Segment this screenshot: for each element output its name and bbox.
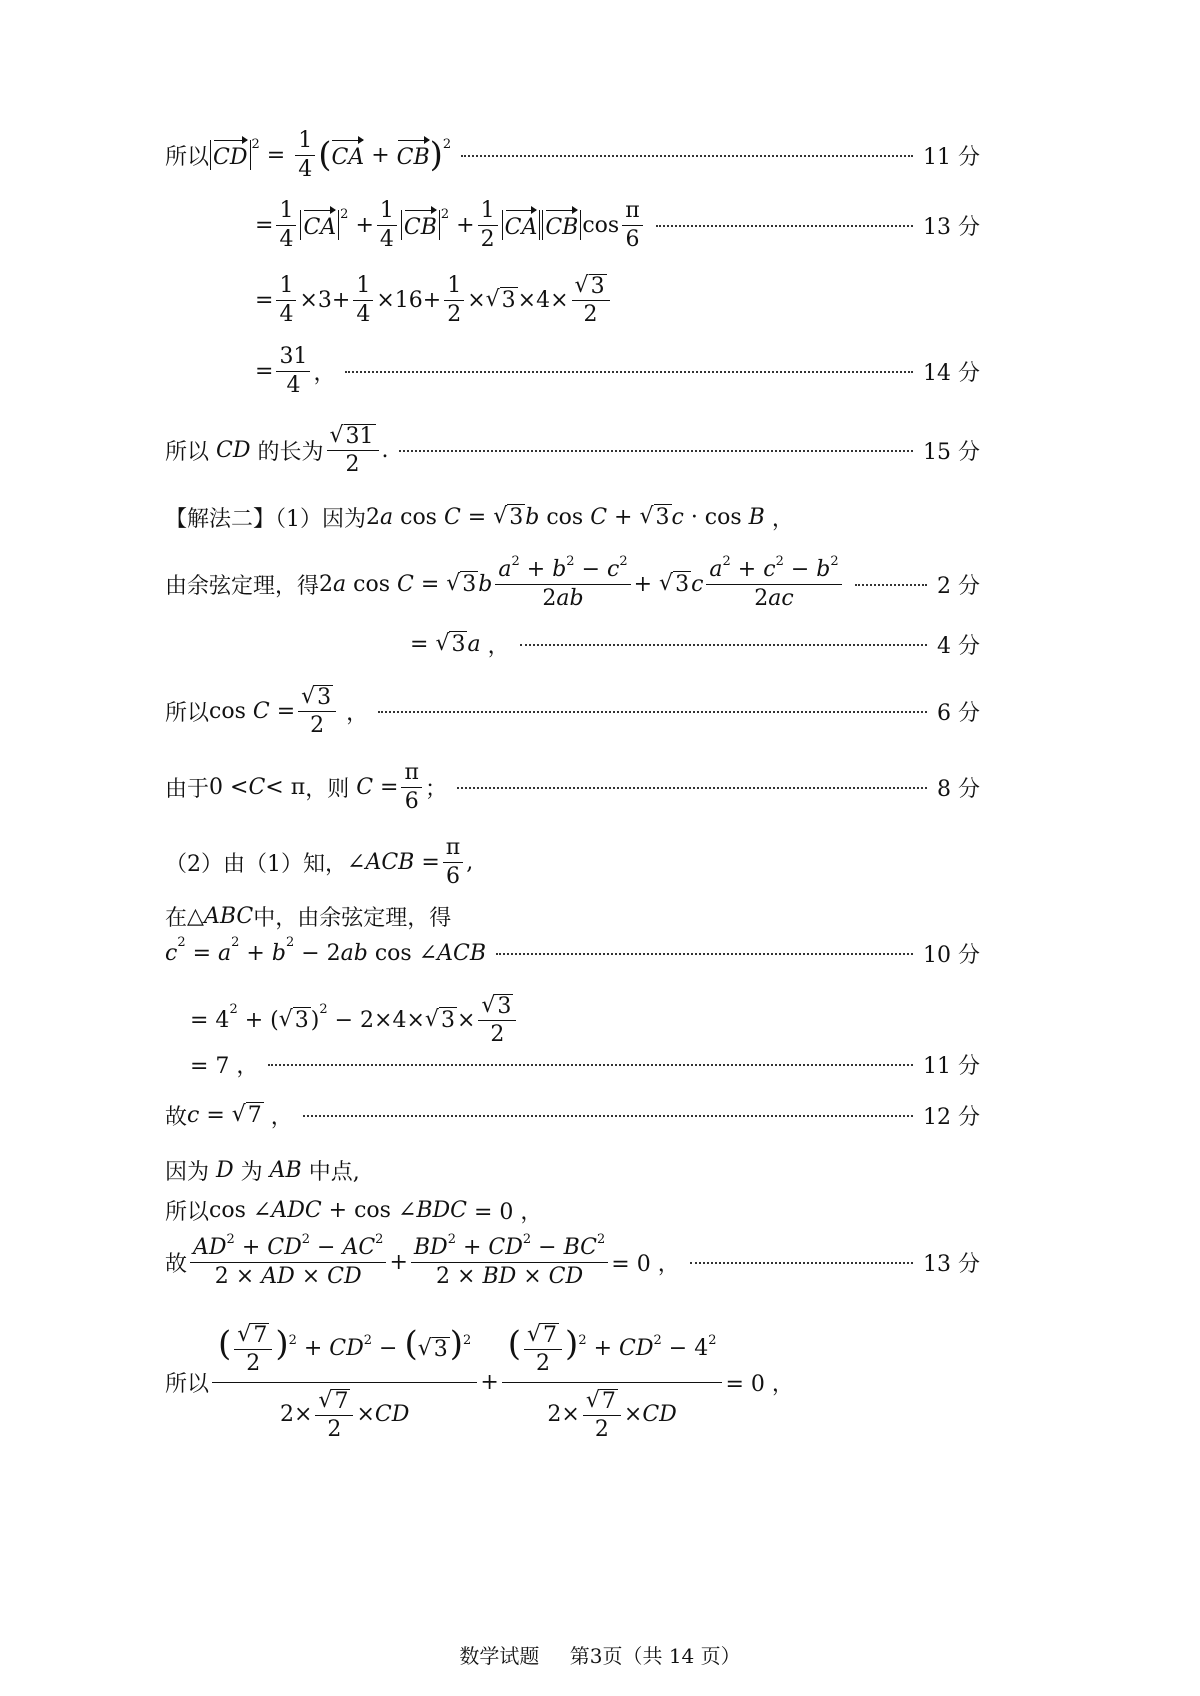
solution-line-15: = 7 ， 11 分	[190, 1044, 980, 1084]
score-label: 11 分	[923, 144, 980, 170]
dot-leader	[520, 643, 927, 646]
line-prefix: 由余弦定理，得	[165, 573, 320, 599]
solution-line-16: 故 c = √ 7 ， 12 分	[165, 1095, 980, 1135]
line-text: ，则	[305, 776, 350, 802]
solution-line-10: 由于 0 < C < π ，则 C = $\frac{\pi}{6}$ ； 8 分	[165, 760, 980, 814]
dot-leader	[461, 154, 913, 157]
score-label: 11 分	[923, 1053, 980, 1079]
footer-subject: 数学试题	[459, 1644, 540, 1668]
solution-line-2: = $\frac{1}{4}$ CA 2 + $\frac{1}{4}$ CB 2 + $\frac{1}{2}$ CA CB cos $\frac{\pi}{6}$ 13 分	[255, 198, 980, 252]
solution-line-8: = √ 3 a ， 4 分	[410, 624, 980, 664]
score-label: 13 分	[923, 214, 980, 240]
dot-leader	[303, 1114, 913, 1117]
solution-line-1: 所以 CD 2 = $\frac{1}{4}$ ( CA + CB ) 2 11 分	[165, 128, 980, 182]
solution-line-7: 由余弦定理，得 2 a cos C = √ 3 b $\frac{a^2 + b^2 - c^2}{2ab}$ + √ 3 c $\frac{a^2 + c^2 - b^2}{2ac}$ 2 分	[165, 554, 980, 611]
dot-leader	[268, 1063, 913, 1066]
solution-line-18: 所以 cos ∠ ADC + cos ∠ BDC = 0 ，	[165, 1190, 542, 1230]
line-text: 的长为	[257, 439, 324, 465]
dot-leader	[457, 786, 927, 789]
line-prefix: 所以	[165, 144, 210, 170]
line-prefix: 由于	[165, 776, 210, 802]
solution-line-19: 故 $\frac{AD^2 + CD^2 - AC^2}{2 \times AD \times CD}$ + $\frac{BD^2 + CD^2 - BC^2}{2 \times BD \times CD}$ = 0 ， 13 分	[165, 1232, 980, 1289]
solution-line-17: 因为 D 为 AB 中点,	[165, 1150, 360, 1190]
line-prefix: （2）由（1）知，	[165, 851, 347, 877]
solution-line-9: 所以 cos C = √ 3 2 ， 6 分	[165, 683, 980, 738]
solution-line-6: 【解法二】（1）因为 2 a cos C = √ 3 b cos C + √ 3 c · cos B ，	[165, 497, 794, 537]
page-footer	[0, 1640, 1200, 1669]
solution-line-4: = $\frac{31}{4}$ ， 14 分	[255, 344, 980, 398]
score-label: 15 分	[923, 439, 980, 465]
solution-line-20: 所以 ( √ 7 2 )$^2 + CD^2$ − ( √ 3 )$^2$ 2× √ 7 2 ×CD + ( √ 7 2 )$^2 + CD^2 - 4^2$ 2× √ 7 2 ×CD = 0 ，	[165, 1322, 794, 1442]
score-label: 8 分	[937, 776, 980, 802]
line-prefix: 所以	[165, 1199, 210, 1225]
solution-line-13: c 2 = a 2 + b 2 − 2 ab cos ∠ ACB 10 分	[165, 934, 980, 968]
line-prefix: 故	[165, 1104, 188, 1130]
score-label: 12 分	[923, 1104, 980, 1130]
solution-line-12: 在 △ ABC 中，由余弦定理，得	[165, 896, 451, 936]
line-prefix: 所以	[165, 700, 210, 726]
dot-leader	[496, 952, 913, 955]
line-text: 为	[240, 1159, 263, 1185]
line-prefix: 所以	[165, 1371, 210, 1397]
score-label: 4 分	[937, 633, 980, 659]
solution-line-3: = $\frac{1}{4}$ ×3+ $\frac{1}{4}$ ×16+ $\frac{1}{2}$ × √ 3 ×4× √ 3 2	[255, 272, 613, 328]
footer-page-number: 第3页（共 14 页）	[569, 1644, 741, 1668]
score-label: 14 分	[923, 360, 980, 386]
score-label: 13 分	[923, 1251, 980, 1277]
solution-line-5: 所以 CD 的长为 √ 31 2 . 15 分	[165, 422, 980, 477]
solution-line-11: （2）由（1）知， ∠ ACB = $\frac{\pi}{6}$ ,	[165, 835, 474, 889]
dot-leader	[690, 1261, 913, 1264]
line-text: 中，由余弦定理，得	[253, 905, 452, 931]
line-prefix: 【解法二】（1）因为	[165, 506, 366, 532]
line-text: 中点,	[308, 1159, 360, 1185]
dot-leader	[855, 583, 927, 586]
dot-leader	[378, 710, 927, 713]
line-prefix: 故	[165, 1251, 188, 1277]
score-label: 6 分	[937, 700, 980, 726]
dot-leader	[656, 224, 913, 227]
score-label: 2 分	[937, 573, 980, 599]
line-prefix: 所以	[165, 439, 210, 465]
dot-leader	[399, 449, 913, 452]
dot-leader	[345, 370, 913, 373]
line-prefix: 因为	[165, 1159, 210, 1185]
line-prefix: 在	[165, 905, 188, 931]
solution-line-14: = 4 2 + ( √ 3 ) 2 − 2×4× √ 3 × √ 3 2	[190, 992, 519, 1048]
score-label: 10 分	[923, 942, 980, 968]
